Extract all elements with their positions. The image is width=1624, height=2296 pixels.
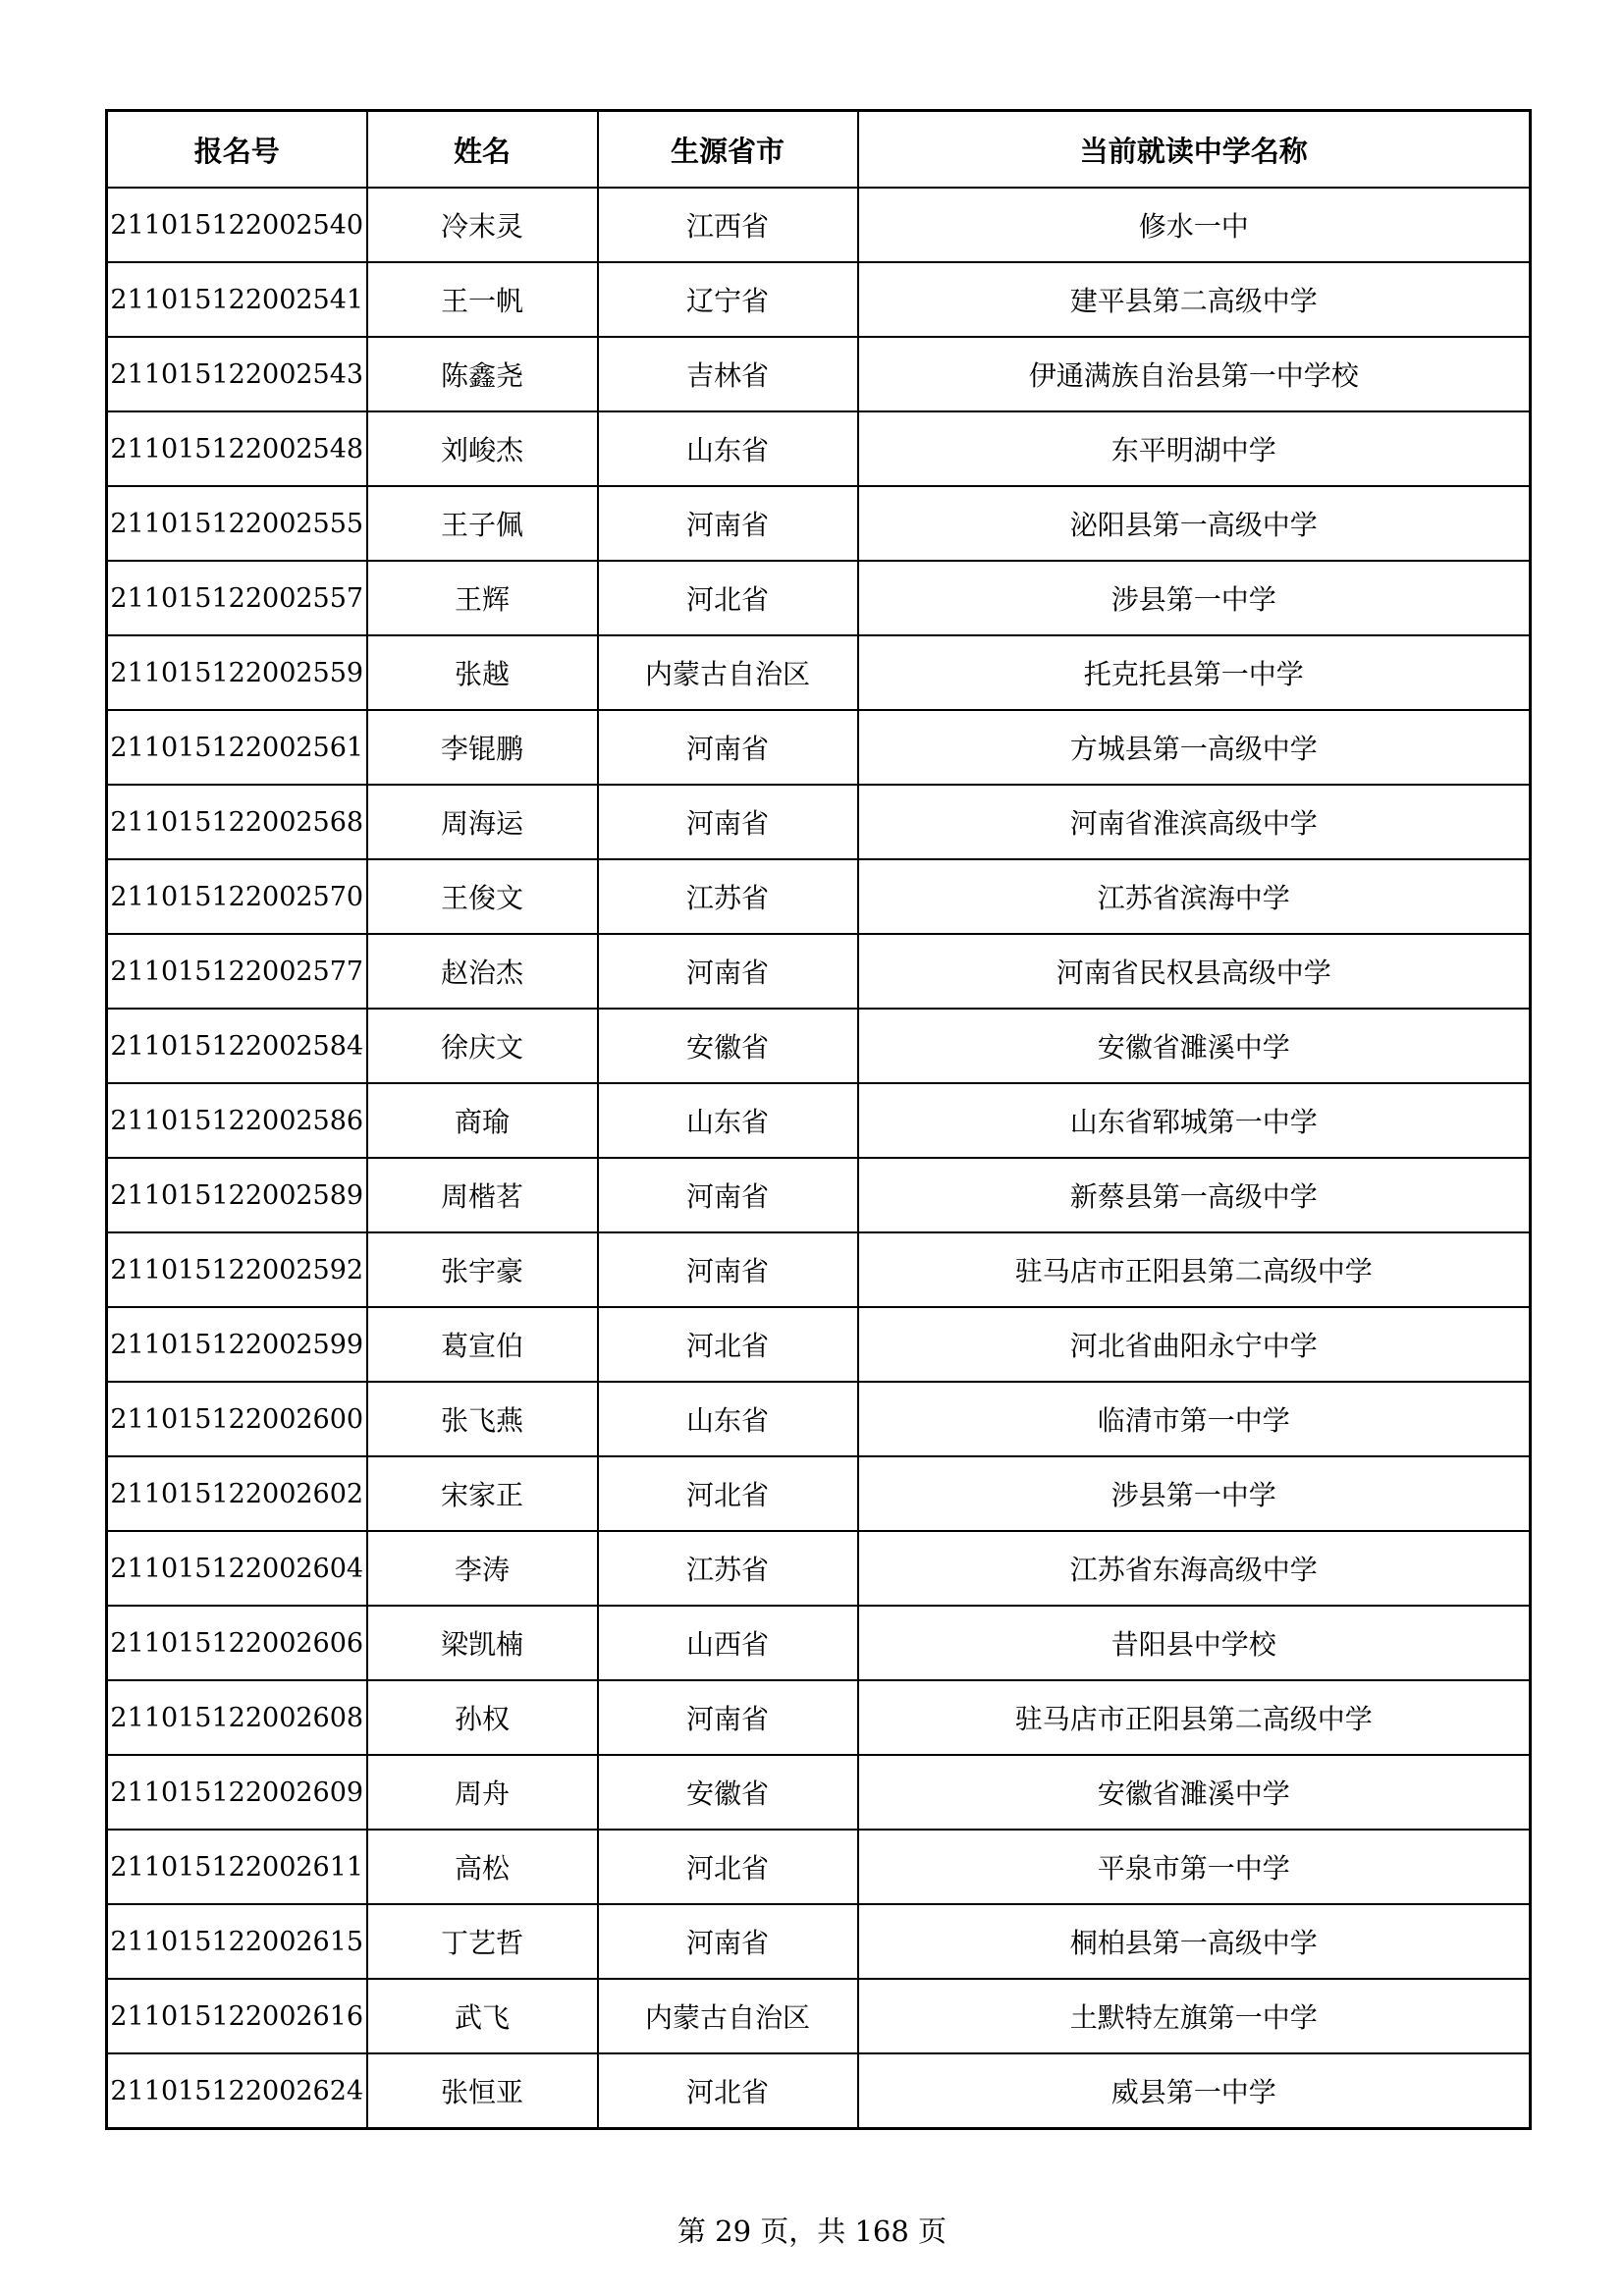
table-row	[107, 1606, 1531, 1680]
school-cell: 昔阳县中学校	[858, 1606, 1531, 1680]
table-row	[107, 486, 1531, 561]
registration-number-cell: 211015122002611	[107, 1830, 367, 1904]
name-cell: 葛宣伯	[367, 1307, 598, 1382]
table-row	[107, 1232, 1531, 1307]
school-cell: 方城县第一高级中学	[858, 710, 1531, 785]
registration-number-cell: 211015122002608	[107, 1680, 367, 1755]
province-cell: 辽宁省	[598, 262, 858, 337]
school-cell: 威县第一中学	[858, 2053, 1531, 2129]
table-row	[107, 262, 1531, 337]
table-row	[107, 1456, 1531, 1531]
name-cell: 丁艺哲	[367, 1904, 598, 1979]
registration-number-cell: 211015122002615	[107, 1904, 367, 1979]
table-row	[107, 1307, 1531, 1382]
school-cell: 平泉市第一中学	[858, 1830, 1531, 1904]
province-cell: 河南省	[598, 1904, 858, 1979]
province-cell: 河北省	[598, 1307, 858, 1382]
registration-number-cell: 211015122002540	[107, 188, 367, 262]
registration-number-cell: 211015122002606	[107, 1606, 367, 1680]
registration-number-cell: 211015122002559	[107, 635, 367, 710]
school-cell: 土默特左旗第一中学	[858, 1979, 1531, 2053]
province-cell: 河南省	[598, 1158, 858, 1232]
name-cell: 张宇豪	[367, 1232, 598, 1307]
name-cell: 冷末灵	[367, 188, 598, 262]
table-row	[107, 934, 1531, 1009]
registration-number-cell: 211015122002600	[107, 1382, 367, 1456]
table-row	[107, 1830, 1531, 1904]
name-cell: 张恒亚	[367, 2053, 598, 2129]
table-row	[107, 710, 1531, 785]
table-row	[107, 1531, 1531, 1606]
registration-number-cell: 211015122002541	[107, 262, 367, 337]
name-cell: 周楷茗	[367, 1158, 598, 1232]
name-cell: 张飞燕	[367, 1382, 598, 1456]
province-cell: 河南省	[598, 710, 858, 785]
registration-number-cell: 211015122002609	[107, 1755, 367, 1830]
registration-number-cell: 211015122002599	[107, 1307, 367, 1382]
province-cell: 江苏省	[598, 1531, 858, 1606]
table-row	[107, 1680, 1531, 1755]
table-row	[107, 411, 1531, 486]
name-cell: 周海运	[367, 785, 598, 859]
school-cell: 江苏省滨海中学	[858, 859, 1531, 934]
registration-number-cell: 211015122002561	[107, 710, 367, 785]
school-cell: 新蔡县第一高级中学	[858, 1158, 1531, 1232]
table-row	[107, 1979, 1531, 2053]
school-cell: 山东省郓城第一中学	[858, 1083, 1531, 1158]
name-cell: 张越	[367, 635, 598, 710]
registration-number-cell: 211015122002584	[107, 1009, 367, 1083]
school-cell: 河南省民权县高级中学	[858, 934, 1531, 1009]
registration-number-cell: 211015122002586	[107, 1083, 367, 1158]
registration-number-cell: 211015122002548	[107, 411, 367, 486]
name-cell: 梁凯楠	[367, 1606, 598, 1680]
province-cell: 河北省	[598, 1830, 858, 1904]
name-cell: 武飞	[367, 1979, 598, 2053]
name-cell: 孙权	[367, 1680, 598, 1755]
name-cell: 王一帆	[367, 262, 598, 337]
page-footer	[0, 2210, 1624, 2250]
table-row	[107, 1158, 1531, 1232]
table-row	[107, 337, 1531, 411]
table-row	[107, 1904, 1531, 1979]
registration-number-cell: 211015122002577	[107, 934, 367, 1009]
name-cell: 王子佩	[367, 486, 598, 561]
province-cell: 山西省	[598, 1606, 858, 1680]
province-cell: 内蒙古自治区	[598, 1979, 858, 2053]
registration-number-cell: 211015122002555	[107, 486, 367, 561]
header-province: 生源省市	[598, 111, 858, 189]
table-row	[107, 859, 1531, 934]
name-cell: 高松	[367, 1830, 598, 1904]
table-header-row	[107, 111, 1531, 189]
school-cell: 安徽省濉溪中学	[858, 1009, 1531, 1083]
student-roster-table	[105, 109, 1532, 2130]
province-cell: 安徽省	[598, 1009, 858, 1083]
school-cell: 桐柏县第一高级中学	[858, 1904, 1531, 1979]
school-cell: 安徽省濉溪中学	[858, 1755, 1531, 1830]
registration-number-cell: 211015122002624	[107, 2053, 367, 2129]
province-cell: 河南省	[598, 1680, 858, 1755]
province-cell: 河南省	[598, 1232, 858, 1307]
name-cell: 周舟	[367, 1755, 598, 1830]
province-cell: 吉林省	[598, 337, 858, 411]
province-cell: 河北省	[598, 1456, 858, 1531]
header-name: 姓名	[367, 111, 598, 189]
province-cell: 内蒙古自治区	[598, 635, 858, 710]
province-cell: 河北省	[598, 2053, 858, 2129]
registration-number-cell: 211015122002557	[107, 561, 367, 635]
table-row	[107, 785, 1531, 859]
name-cell: 商瑜	[367, 1083, 598, 1158]
table-row	[107, 1755, 1531, 1830]
registration-number-cell: 211015122002570	[107, 859, 367, 934]
school-cell: 驻马店市正阳县第二高级中学	[858, 1680, 1531, 1755]
table-row	[107, 635, 1531, 710]
table-body	[107, 188, 1531, 2129]
school-cell: 江苏省东海高级中学	[858, 1531, 1531, 1606]
page-number-text: 第 29 页，共 168 页	[677, 2214, 947, 2248]
registration-number-cell: 211015122002543	[107, 337, 367, 411]
name-cell: 徐庆文	[367, 1009, 598, 1083]
school-cell: 东平明湖中学	[858, 411, 1531, 486]
name-cell: 王辉	[367, 561, 598, 635]
table-row	[107, 1382, 1531, 1456]
name-cell: 刘峻杰	[367, 411, 598, 486]
table-row	[107, 188, 1531, 262]
table-row	[107, 561, 1531, 635]
header-registration-number: 报名号	[107, 111, 367, 189]
province-cell: 山东省	[598, 1382, 858, 1456]
registration-number-cell: 211015122002604	[107, 1531, 367, 1606]
school-cell: 建平县第二高级中学	[858, 262, 1531, 337]
registration-number-cell: 211015122002602	[107, 1456, 367, 1531]
table-row	[107, 1009, 1531, 1083]
name-cell: 赵治杰	[367, 934, 598, 1009]
school-cell: 河南省淮滨高级中学	[858, 785, 1531, 859]
province-cell: 江苏省	[598, 859, 858, 934]
province-cell: 河南省	[598, 934, 858, 1009]
province-cell: 河南省	[598, 486, 858, 561]
school-cell: 涉县第一中学	[858, 1456, 1531, 1531]
registration-number-cell: 211015122002589	[107, 1158, 367, 1232]
school-cell: 临清市第一中学	[858, 1382, 1531, 1456]
registration-number-cell: 211015122002592	[107, 1232, 367, 1307]
province-cell: 河北省	[598, 561, 858, 635]
table-row	[107, 1083, 1531, 1158]
table-row	[107, 2053, 1531, 2129]
province-cell: 山东省	[598, 411, 858, 486]
province-cell: 山东省	[598, 1083, 858, 1158]
school-cell: 托克托县第一中学	[858, 635, 1531, 710]
province-cell: 安徽省	[598, 1755, 858, 1830]
school-cell: 修水一中	[858, 188, 1531, 262]
name-cell: 李涛	[367, 1531, 598, 1606]
header-school: 当前就读中学名称	[858, 111, 1531, 189]
province-cell: 江西省	[598, 188, 858, 262]
name-cell: 宋家正	[367, 1456, 598, 1531]
school-cell: 河北省曲阳永宁中学	[858, 1307, 1531, 1382]
name-cell: 王俊文	[367, 859, 598, 934]
name-cell: 李锟鹏	[367, 710, 598, 785]
school-cell: 泌阳县第一高级中学	[858, 486, 1531, 561]
registration-number-cell: 211015122002616	[107, 1979, 367, 2053]
name-cell: 陈鑫尧	[367, 337, 598, 411]
school-cell: 伊通满族自治县第一中学校	[858, 337, 1531, 411]
school-cell: 涉县第一中学	[858, 561, 1531, 635]
registration-number-cell: 211015122002568	[107, 785, 367, 859]
school-cell: 驻马店市正阳县第二高级中学	[858, 1232, 1531, 1307]
province-cell: 河南省	[598, 785, 858, 859]
